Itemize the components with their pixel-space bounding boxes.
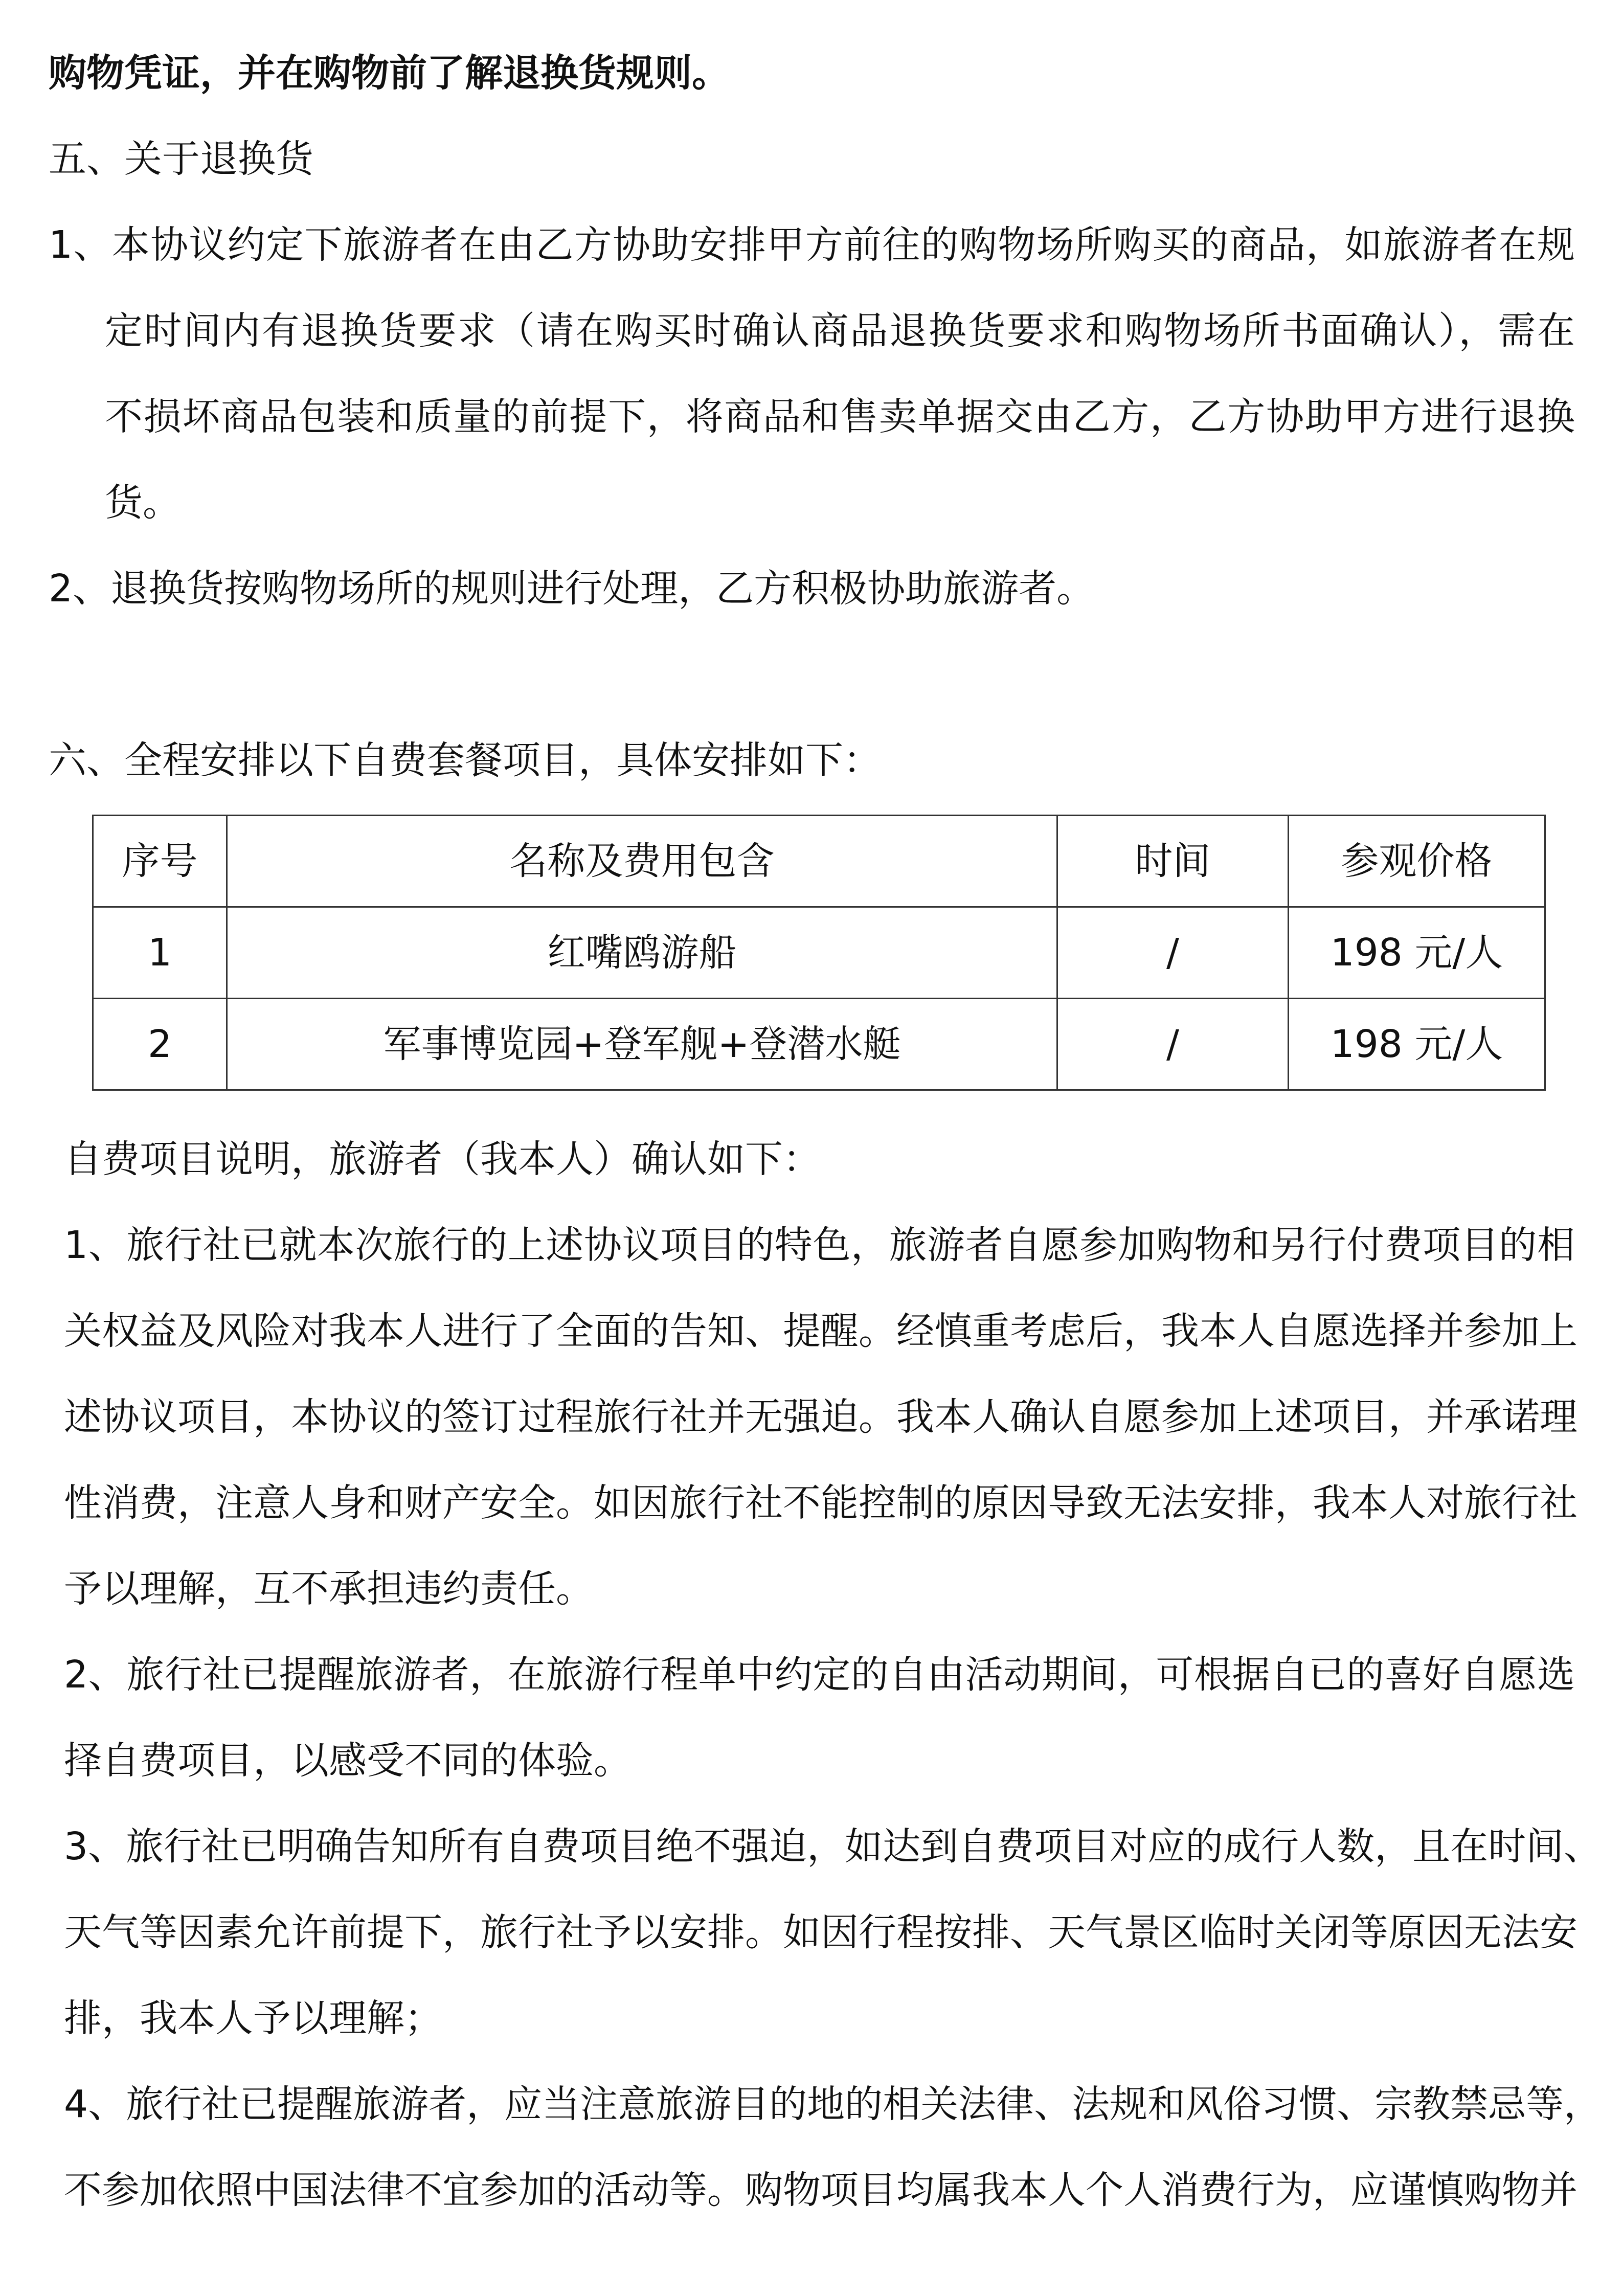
table-header-row <box>93 816 1545 907</box>
note1-line4: 性消费，注意人身和财产安全。如因旅行社不能控制的原因导致无法安排，我本人对旅行社 <box>64 1481 1577 1525</box>
table-header-cell: 参观价格 <box>1289 816 1545 907</box>
note1-line5: 予以理解，互不承担违约责任。 <box>64 1567 594 1611</box>
note3-line3: 排，我本人予以理解； <box>64 1996 442 2040</box>
note1-line2: 关权益及风险对我本人进行了全面的告知、提醒。经慎重考虑后，我本人自愿选择并参加上 <box>64 1309 1577 1353</box>
note3-line1: 3、旅行社已明确告知所有自费项目绝不强迫，如达到自费项目对应的成行人数，且在时间、 <box>64 1825 1602 1869</box>
table-cell: 198 元/人 <box>1289 999 1545 1090</box>
table-cell: 红嘴鸥游船 <box>227 907 1057 999</box>
note-heading: 自费项目说明，旅游者（我本人）确认如下： <box>64 1137 821 1181</box>
note2-line1: 2、旅行社已提醒旅游者，在旅游行程单中约定的自由活动期间，可根据自已的喜好自愿选 <box>64 1653 1575 1697</box>
table-row <box>93 999 1545 1090</box>
section6-heading: 六、全程安排以下自费套餐项目，具体安排如下： <box>49 738 881 782</box>
table-header-cell: 名称及费用包含 <box>227 816 1057 907</box>
table-row <box>93 907 1545 999</box>
section5-item1-line2: 定时间内有退换货要求（请在购买时确认商品退换货要求和购物场所书面确认），需在 <box>105 309 1575 353</box>
section5-item2: 2、退换货按购物场所的规则进行处理，乙方积极协助旅游者。 <box>49 567 1095 611</box>
table-cell: / <box>1057 907 1289 999</box>
table-cell: 军事博览园+登军舰+登潜水艇 <box>227 999 1057 1090</box>
section5-heading: 五、关于退换货 <box>49 137 313 181</box>
section4-tail: 购物凭证，并在购物前了解退换货规则。 <box>49 51 730 95</box>
note4-line1: 4、旅行社已提醒旅游者，应当注意旅游目的地的相关法律、法规和风俗习惯、宗教禁忌等， <box>64 2082 1602 2126</box>
note1-line1: 1、旅行社已就本次旅行的上述协议项目的特色，旅游者自愿参加购物和另行付费项目的相 <box>64 1223 1575 1267</box>
table-cell: / <box>1057 999 1289 1090</box>
section5-item1-line4: 货。 <box>105 481 181 525</box>
table-header-cell: 序号 <box>93 816 227 907</box>
note4-line2: 不参加依照中国法律不宜参加的活动等。购物项目均属我本人个人消费行为，应谨慎购物并 <box>64 2168 1577 2212</box>
table-cell: 198 元/人 <box>1289 907 1545 999</box>
table-cell: 1 <box>93 907 227 999</box>
note2-line2: 择自费项目，以感受不同的体验。 <box>64 1739 632 1783</box>
note1-line3: 述协议项目，本协议的签订过程旅行社并无强迫。我本人确认自愿参加上述项目，并承诺理 <box>64 1395 1577 1439</box>
section5-item1-line3: 不损坏商品包装和质量的前提下，将商品和售卖单据交由乙方，乙方协助甲方进行退换 <box>105 395 1575 439</box>
table-cell: 2 <box>93 999 227 1090</box>
section5-item1-line1: 1、本协议约定下旅游者在由乙方协助安排甲方前往的购物场所购买的商品，如旅游者在规 <box>49 223 1575 267</box>
table-header-cell: 时间 <box>1057 816 1289 907</box>
note3-line2: 天气等因素允许前提下，旅行社予以安排。如因行程按排、天气景区临时关闭等原因无法安 <box>64 1910 1577 1954</box>
fee-table <box>92 815 1546 1091</box>
